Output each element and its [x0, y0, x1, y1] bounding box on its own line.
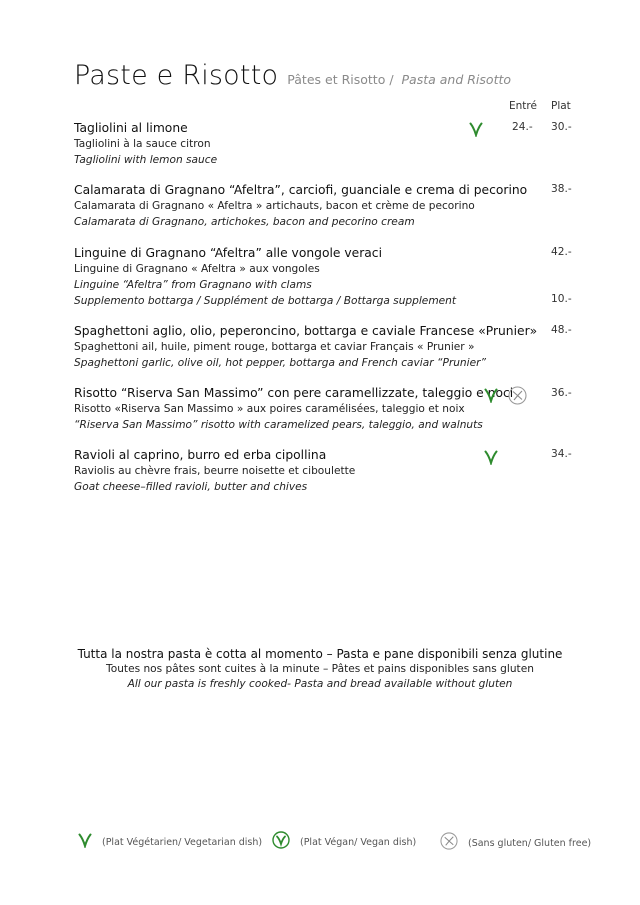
dish-name-en: Tagliolini with lemon sauce	[74, 154, 218, 166]
price-plat: 36.-	[551, 387, 572, 399]
menu-item	[74, 182, 528, 230]
footer-note-en: All our pasta is freshly cooked- Pasta and bread available without gluten	[127, 678, 513, 690]
vegetarian-icon	[484, 449, 498, 469]
menu-item	[74, 385, 514, 433]
page-subtitle-fr: Pâtes et Risotto /	[287, 72, 398, 87]
column-header-entree: Entré	[509, 100, 537, 112]
supplement-price: 10.-	[551, 293, 572, 305]
legend-vegan	[272, 831, 416, 853]
dish-supplement: Supplemento bottarga / Supplément de bottarga / Bottarga supplement	[74, 295, 457, 307]
dish-name-en: Calamarata di Gragnano, artichokes, bacon and pecorino cream	[74, 216, 415, 228]
dish-name-it: Risotto “Riserva San Massimo” con pere caramellizzate, taleggio e noci	[74, 386, 514, 400]
dish-name-en: Goat cheese–filled ravioli, butter and chives	[74, 481, 308, 493]
dish-name-fr: Risotto «Riserva San Massimo » aux poires caramélisées, taleggio et noix	[74, 403, 465, 415]
dish-name-en: Spaghettoni garlic, olive oil, hot pepper, bottarga and French caviar “Prunier”	[74, 357, 486, 369]
dish-name-it: Tagliolini al limone	[74, 121, 188, 135]
dish-name-fr: Spaghettoni ail, huile, piment rouge, bottarga et caviar Français « Prunier »	[74, 341, 475, 353]
vegetarian-icon	[484, 387, 498, 407]
dish-name-it: Ravioli al caprino, burro ed erba cipollina	[74, 448, 327, 462]
gluten-free-icon	[508, 386, 527, 409]
page-subtitle-en: Pasta and Risotto	[401, 72, 512, 87]
dish-name-fr: Linguine di Gragnano « Afeltra » aux vongoles	[74, 263, 320, 275]
column-header-plat: Plat	[551, 100, 571, 112]
price-entree: 24.-	[512, 121, 533, 133]
menu-item	[74, 120, 494, 168]
dish-name-it: Linguine di Gragnano “Afeltra” alle vongole veraci	[74, 246, 382, 260]
footer-note-it: Tutta la nostra pasta è cotta al momento – Pasta e pane disponibili senza glutine	[77, 647, 563, 661]
legend-gluten-free	[440, 832, 591, 854]
legend-vegetarian	[78, 832, 262, 852]
price-plat: 30.-	[551, 121, 572, 133]
footer-note	[0, 646, 640, 692]
legend-label: (Sans gluten/ Gluten free)	[468, 837, 592, 849]
menu-item	[74, 245, 494, 309]
menu-item	[74, 447, 494, 495]
legend-label: (Plat Végan/ Vegan dish)	[300, 836, 417, 848]
legend-label: (Plat Végétarien/ Vegetarian dish)	[102, 836, 263, 848]
footer-note-fr: Toutes nos pâtes sont cuites à la minute – Pâtes et pains disponibles sans gluten	[106, 663, 534, 675]
dish-name-it: Spaghettoni aglio, olio, peperoncino, bottarga e caviale Francese «Prunier»	[74, 324, 538, 338]
dish-name-fr: Raviolis au chèvre frais, beurre noisette et ciboulette	[74, 465, 356, 477]
price-plat: 38.-	[551, 183, 572, 195]
dish-name-en: Linguine “Afeltra” from Gragnano with clams	[74, 279, 312, 291]
page-title: Paste e Risotto	[74, 60, 279, 91]
dish-name-fr: Tagliolini à la sauce citron	[74, 138, 211, 150]
gluten-free-icon	[440, 832, 458, 854]
price-plat: 42.-	[551, 246, 572, 258]
page-header	[74, 60, 511, 91]
vegetarian-icon	[78, 832, 92, 852]
dish-name-it: Calamarata di Gragnano “Afeltra”, carciofi, guanciale e crema di pecorino	[74, 183, 528, 197]
price-plat: 48.-	[551, 324, 572, 336]
vegan-icon	[272, 831, 290, 853]
vegetarian-icon	[469, 121, 483, 141]
menu-item	[74, 323, 538, 371]
dish-name-en: “Riserva San Massimo” risotto with caramelized pears, taleggio, and walnuts	[74, 419, 483, 431]
dish-name-fr: Calamarata di Gragnano « Afeltra » artichauts, bacon et crème de pecorino	[74, 200, 475, 212]
price-plat: 34.-	[551, 448, 572, 460]
